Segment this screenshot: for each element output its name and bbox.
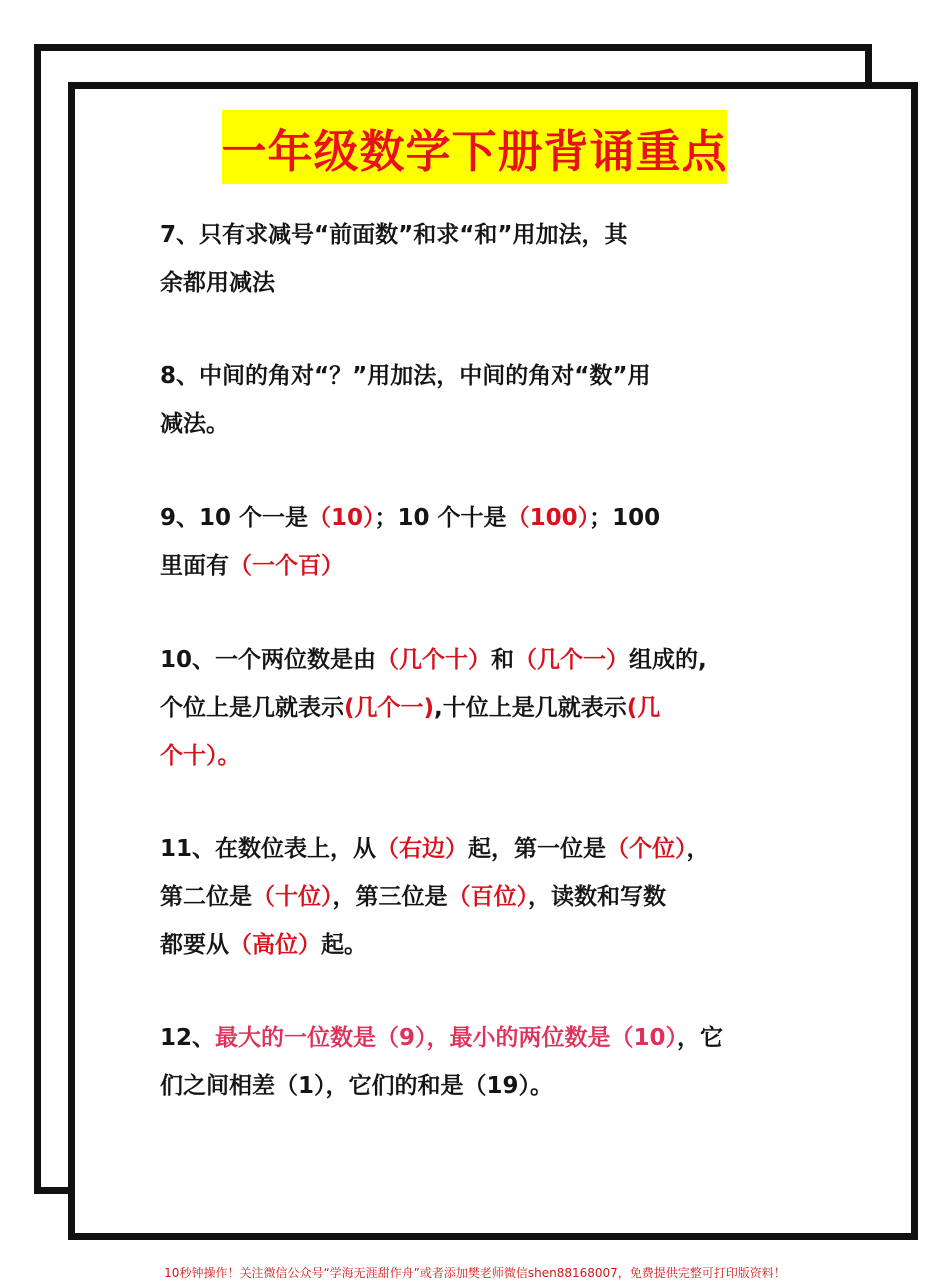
item-10-answer-4: (几 [626,695,661,721]
item-10-line-1 [160,636,790,684]
item-9-text: 9、10 个一是 [160,505,309,531]
item-11-answer-4: （百位） [447,884,528,910]
item-10-text: 10、一个两位数是由 [160,647,377,673]
title-banner [222,110,727,184]
item-11-answer-1: （右边） [376,836,469,862]
item-11-answer-3: （十位） [252,884,333,910]
list-item-11 [160,825,790,969]
item-10-text: 和 [491,647,515,673]
item-9-answer-2: （100） [506,505,590,531]
item-12-line-2: 们之间相差（1），它们的和是（19）。 [160,1073,554,1099]
item-9-text: 里面有 [160,553,229,579]
item-11-answer-5: （高位） [229,932,321,958]
item-9-answer-3: （一个百） [229,553,344,579]
item-10-text: 组成的, [629,647,707,673]
page-title: 一年级数学下册背诵重点 [221,124,728,178]
item-8-line-1: 8、中间的角对“？”用加法，中间的角对“数”用 [160,363,651,389]
item-11-text: 都要从 [160,932,229,958]
item-7-line-1: 7、只有求减号“前面数”和求“和”用加法，其 [160,222,628,248]
item-12-line-1 [160,1014,790,1062]
list-item-7 [160,211,790,307]
item-11-text: ，第三位是 [332,884,448,910]
item-12-highlight: 最大的一位数是（9），最小的两位数是（10） [215,1025,678,1051]
list-item-8 [160,352,790,448]
list-item-9 [160,494,790,590]
item-10-text: ,十位上是几就表示 [434,695,627,721]
item-11-line-1 [160,825,790,873]
item-10-text: 个位上是几就表示 [160,695,344,721]
list-item-10 [160,636,790,780]
item-11-text: 起。 [321,932,367,958]
item-7-line-2: 余都用减法 [160,270,275,296]
list-item-12 [160,1014,790,1110]
item-8-line-2: 减法。 [160,411,229,437]
item-9-line-1 [160,494,790,542]
item-9-line-2 [160,542,790,590]
item-11-line-3 [160,921,790,969]
item-11-text: ，读数和写数 [528,884,666,910]
item-12-text: 12、 [160,1025,216,1051]
item-10-answer-1: （几个十） [376,647,492,673]
item-11-text: ， [686,836,710,862]
item-11-line-2 [160,873,790,921]
item-10-line-2 [160,684,790,732]
item-9-answer-1: （10） [308,505,375,531]
item-12-text: ，它 [677,1025,724,1051]
item-11-text: 11、在数位表上，从 [160,836,377,862]
footer-note: 10秒钟操作！关注微信公众号“学海无涯甜作舟”或者添加樊老师微信shen88168007，免费提供完整可打印版资料！ [164,1266,786,1280]
item-9-text: ；100 [589,505,661,531]
item-10-line-3: 个十）。 [160,743,241,769]
item-11-text: 起，第一位是 [468,836,607,862]
item-10-answer-2: （几个一） [514,647,630,673]
item-10-answer-3: (几个一) [344,695,435,721]
item-11-text: 第二位是 [160,884,252,910]
item-9-text: ；10 个十是 [374,505,507,531]
item-11-answer-2: （个位） [606,836,687,862]
